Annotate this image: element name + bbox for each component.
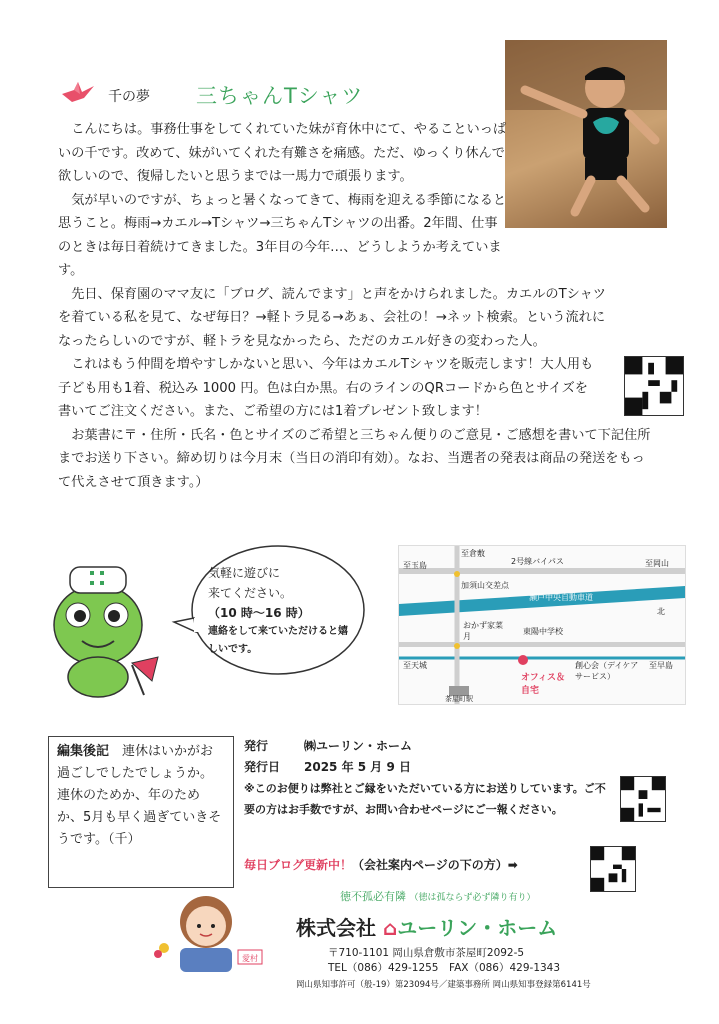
map-label-tamashima: 至玉島: [403, 561, 427, 570]
company-brand: ユーリン・ホーム: [397, 916, 558, 940]
map-label-okazuya: おかず家菜月: [463, 621, 503, 641]
staff-illustration: [150, 882, 270, 972]
issuer: ㈱ユーリン・ホーム: [304, 739, 413, 753]
editor-note: [48, 736, 234, 888]
editor-note-text: 連休はいかがお過ごしでしたでしょうか。連休のためか、年のためか、5月も早く過ぎていきそうです。（千）: [57, 744, 222, 847]
paragraph-2: 気が早いのですが、ちょっと暑くなってきて、梅雨を迎える季節になると思うこと。梅雨→カエル→Tシャツ→三ちゃんTシャツの出番。2年間、仕事のときは毎日着続けてきました。3年目の今年…、どうしようか考えています。: [58, 192, 507, 278]
map-label-bypass: 2号線バイパス: [511, 557, 564, 566]
north-arrow-icon: 北: [657, 607, 665, 616]
paragraph-1: こんにちは。事務仕事をしてくれていた妹が育休中にて、やることいっぱいの千です。改めて、妹がいてくれた有難さを痛感。ただ、ゆっくり休んで欲しいので、復帰したいと思うまでは一馬力で頑張ります。: [58, 122, 507, 184]
bubble-hours: （10 時～16 時）: [208, 606, 310, 620]
map-label-station: 茶屋町駅: [445, 695, 473, 703]
postal-address: 〒710-1101 岡山県倉敷市茶屋町2092-5: [328, 947, 525, 959]
map-label-kasuyama: 加須山交差点: [461, 581, 509, 590]
header-label: 千の夢: [108, 89, 150, 105]
motto-main: 徳不孤必有隣: [340, 890, 406, 903]
frog-mascot: [40, 545, 170, 700]
paragraph-3: 先日、保育園のママ友に「ブログ、読んでます」と声をかけられました。カエルのTシャツを着ている私を見て、なぜ毎日？→軽トラ見る→あぁ、会社の！→ネット検索。という流れになったらしいのですが、軽トラを見なかったら、ただのカエル好きの変わった人。: [58, 286, 606, 349]
paper-crane-icon: [60, 80, 96, 106]
article-body: [58, 118, 651, 494]
blog-notice: [244, 856, 518, 873]
motto: [340, 888, 536, 904]
paragraph-5: お葉書に〒・住所・氏名・色とサイズのご希望と三ちゃん便りのご意見・ご感想を書いて下記住所までお送り下さい。締め切りは今月末（当日の消印有効）。なお、当選者の発表は商品の発送をもって代えさせて頂きます。）: [58, 427, 651, 490]
map-label-hayashima: 至早島: [649, 661, 673, 670]
contact-qr-code[interactable]: [620, 776, 666, 822]
page-title: 三ちゃんTシャツ: [196, 84, 364, 108]
map-label-soshinkai: 創心会（デイケアサービス）: [575, 661, 639, 681]
blog-qr-code[interactable]: [590, 846, 636, 892]
map-label-kurashiki: 至倉敷: [461, 549, 485, 558]
license-info: 岡山県知事許可（般-19）第23094号／建築事務所 岡山県知事登録第6141号: [296, 980, 591, 990]
bubble-note: 連絡をして来ていただけると嬉しいです。: [208, 626, 348, 655]
map-label-okayama: 至岡山: [645, 559, 669, 568]
bubble-text: [208, 563, 348, 659]
map-label-toyo-school: 東陽中学校: [523, 627, 563, 636]
blog-notice-highlight: 毎日ブログ更新中！: [244, 858, 353, 872]
issuer-key: 発行: [244, 739, 269, 753]
line-qr-code[interactable]: [624, 356, 684, 416]
map-label-amaki: 至天城: [403, 661, 427, 670]
publisher-note: ※このお便りは弊社とご縁をいただいている方にお送りしています。ご不要の方はお手数ですが、お問い合わせページにご一報ください。: [244, 782, 606, 816]
paragraph-4: これはもう仲間を増やすしかないと思い、今年はカエルTシャツを販売します！大人用も子ども用も1着、税込み 1000 円。色は白か黒。右のラインのQRコードから色とサイズを書いてご注文ください。また、ご希望の方には1着プレゼント致します！: [58, 357, 594, 419]
phone-fax: TEL（086）429-1255 FAX（086）429-1343: [328, 962, 561, 974]
company-name: [296, 912, 557, 941]
bubble-line-1: 気軽に遊びに: [208, 566, 281, 580]
bubble-line-2: 来てください。: [208, 586, 293, 600]
access-map: [398, 545, 686, 705]
photo-child: [505, 40, 667, 228]
company-address: [328, 946, 560, 976]
motto-sub: （徳は孤ならず必ず隣り有り）: [409, 893, 536, 903]
company-prefix: 株式会社: [296, 916, 376, 940]
publisher-info: [244, 736, 412, 778]
editor-note-title: 編集後記: [57, 744, 110, 759]
map-label-office: オフィス＆自宅: [521, 673, 566, 696]
date-key: 発行日: [244, 760, 281, 774]
blog-notice-rest: （会社案内ページの下の方）➡: [352, 858, 518, 872]
house-logo-icon: ⌂: [382, 916, 398, 940]
issue-date: 2025 年 5 月 9 日: [304, 760, 411, 774]
map-label-expressway: 瀬戸中央自動車道: [529, 593, 593, 602]
sign-text: 愛村: [242, 954, 258, 963]
